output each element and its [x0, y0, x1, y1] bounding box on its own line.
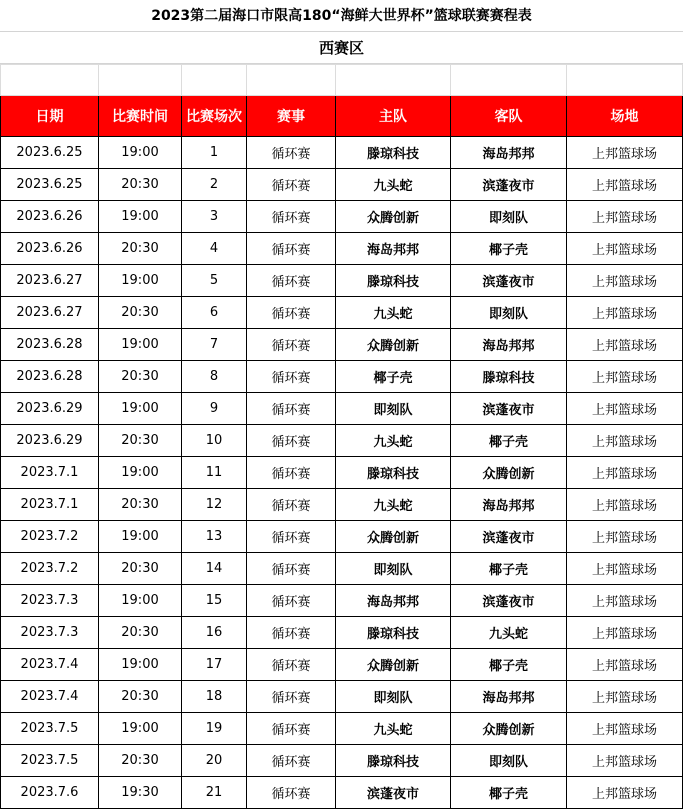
venue-cell[interactable]: 上邦篮球场 — [567, 457, 683, 489]
table-row — [1, 233, 683, 265]
game-date-cell[interactable]: 2023.7.5 — [1, 745, 99, 777]
away-team-cell[interactable]: 九头蛇 — [451, 617, 567, 649]
venue-cell[interactable]: 上邦篮球场 — [567, 585, 683, 617]
table-row — [1, 137, 683, 169]
home-team-cell[interactable]: 即刻队 — [336, 681, 451, 713]
game-date-cell[interactable]: 2023.7.2 — [1, 553, 99, 585]
venue-cell[interactable]: 上邦篮球场 — [567, 745, 683, 777]
game-date-cell[interactable]: 2023.6.26 — [1, 233, 99, 265]
event-type-cell[interactable]: 循环赛 — [247, 521, 336, 553]
away-team-cell[interactable]: 椰子壳 — [451, 649, 567, 681]
home-team-cell[interactable]: 椰子壳 — [336, 361, 451, 393]
venue-cell[interactable]: 上邦篮球场 — [567, 265, 683, 297]
event-type-cell[interactable]: 循环赛 — [247, 713, 336, 745]
game-date-cell[interactable]: 2023.7.1 — [1, 489, 99, 521]
game-time-cell[interactable]: 19:00 — [99, 457, 182, 489]
venue-cell[interactable]: 上邦篮球场 — [567, 361, 683, 393]
header-time[interactable]: 比赛时间 — [99, 96, 182, 137]
away-team-cell[interactable]: 海岛邦邦 — [451, 329, 567, 361]
venue-cell[interactable]: 上邦篮球场 — [567, 393, 683, 425]
table-row — [1, 713, 683, 745]
venue-cell[interactable]: 上邦篮球场 — [567, 425, 683, 457]
table-row — [1, 169, 683, 201]
game-time-cell[interactable]: 20:30 — [99, 617, 182, 649]
away-team-cell[interactable]: 椰子壳 — [451, 553, 567, 585]
home-team-cell[interactable]: 九头蛇 — [336, 425, 451, 457]
venue-cell[interactable]: 上邦篮球场 — [567, 201, 683, 233]
home-team-cell[interactable]: 九头蛇 — [336, 297, 451, 329]
game-date-cell[interactable]: 2023.7.2 — [1, 521, 99, 553]
table-row — [1, 425, 683, 457]
away-team-cell[interactable]: 滨蓬夜市 — [451, 265, 567, 297]
game-time-cell[interactable]: 20:30 — [99, 745, 182, 777]
game-time-cell[interactable]: 19:00 — [99, 137, 182, 169]
header-game-number[interactable]: 比赛场次 — [182, 96, 247, 137]
event-type-cell[interactable]: 循环赛 — [247, 649, 336, 681]
header-venue[interactable]: 场地 — [567, 96, 683, 137]
page-title: 2023第二届海口市限高180“海鲜大世界杯”篮球联赛赛程表 — [0, 0, 683, 32]
game-number-cell[interactable]: 18 — [182, 681, 247, 713]
blank-cell[interactable] — [451, 65, 567, 96]
header-row — [1, 96, 683, 137]
away-team-cell[interactable]: 滨蓬夜市 — [451, 393, 567, 425]
venue-cell[interactable]: 上邦篮球场 — [567, 521, 683, 553]
home-team-cell[interactable]: 滨蓬夜市 — [336, 777, 451, 809]
game-date-cell[interactable]: 2023.7.4 — [1, 681, 99, 713]
home-team-cell[interactable]: 九头蛇 — [336, 713, 451, 745]
game-date-cell[interactable]: 2023.7.3 — [1, 617, 99, 649]
game-number-cell[interactable]: 8 — [182, 361, 247, 393]
division-title: 西赛区 — [0, 32, 683, 64]
game-date-cell[interactable]: 2023.7.6 — [1, 777, 99, 809]
venue-cell[interactable]: 上邦篮球场 — [567, 713, 683, 745]
game-number-cell[interactable]: 19 — [182, 713, 247, 745]
game-number-cell[interactable]: 2 — [182, 169, 247, 201]
game-date-cell[interactable]: 2023.6.25 — [1, 137, 99, 169]
home-team-cell[interactable]: 滕琼科技 — [336, 745, 451, 777]
blank-cell[interactable] — [1, 65, 99, 96]
table-row — [1, 329, 683, 361]
home-team-cell[interactable]: 众腾创新 — [336, 329, 451, 361]
event-type-cell[interactable]: 循环赛 — [247, 329, 336, 361]
game-date-cell[interactable]: 2023.6.29 — [1, 425, 99, 457]
table-row — [1, 777, 683, 809]
game-time-cell[interactable]: 20:30 — [99, 681, 182, 713]
game-time-cell[interactable]: 20:30 — [99, 361, 182, 393]
blank-cell[interactable] — [567, 65, 683, 96]
table-row — [1, 265, 683, 297]
game-time-cell[interactable]: 20:30 — [99, 169, 182, 201]
table-row — [1, 617, 683, 649]
home-team-cell[interactable]: 众腾创新 — [336, 521, 451, 553]
event-type-cell[interactable]: 循环赛 — [247, 233, 336, 265]
game-time-cell[interactable]: 19:30 — [99, 777, 182, 809]
game-time-cell[interactable]: 19:00 — [99, 521, 182, 553]
home-team-cell[interactable]: 滕琼科技 — [336, 617, 451, 649]
event-type-cell[interactable]: 循环赛 — [247, 137, 336, 169]
game-date-cell[interactable]: 2023.7.4 — [1, 649, 99, 681]
game-time-cell[interactable]: 19:00 — [99, 201, 182, 233]
game-number-cell[interactable]: 16 — [182, 617, 247, 649]
table-row — [1, 585, 683, 617]
home-team-cell[interactable]: 即刻队 — [336, 553, 451, 585]
game-time-cell[interactable]: 20:30 — [99, 489, 182, 521]
game-time-cell[interactable]: 20:30 — [99, 553, 182, 585]
table-row — [1, 393, 683, 425]
game-time-cell[interactable]: 19:00 — [99, 329, 182, 361]
event-type-cell[interactable]: 循环赛 — [247, 297, 336, 329]
table-row — [1, 553, 683, 585]
home-team-cell[interactable]: 滕琼科技 — [336, 137, 451, 169]
venue-cell[interactable]: 上邦篮球场 — [567, 553, 683, 585]
away-team-cell[interactable]: 滨蓬夜市 — [451, 521, 567, 553]
table-row — [1, 489, 683, 521]
blank-row — [1, 65, 683, 96]
away-team-cell[interactable]: 海岛邦邦 — [451, 681, 567, 713]
away-team-cell[interactable]: 众腾创新 — [451, 457, 567, 489]
venue-cell[interactable]: 上邦篮球场 — [567, 777, 683, 809]
away-team-cell[interactable]: 滨蓬夜市 — [451, 169, 567, 201]
game-time-cell[interactable]: 19:00 — [99, 713, 182, 745]
game-number-cell[interactable]: 3 — [182, 201, 247, 233]
home-team-cell[interactable]: 滕琼科技 — [336, 265, 451, 297]
event-type-cell[interactable]: 循环赛 — [247, 265, 336, 297]
away-team-cell[interactable]: 即刻队 — [451, 297, 567, 329]
game-time-cell[interactable]: 19:00 — [99, 649, 182, 681]
home-team-cell[interactable]: 滕琼科技 — [336, 457, 451, 489]
home-team-cell[interactable]: 众腾创新 — [336, 649, 451, 681]
event-type-cell[interactable]: 循环赛 — [247, 169, 336, 201]
event-type-cell[interactable]: 循环赛 — [247, 617, 336, 649]
game-date-cell[interactable]: 2023.7.1 — [1, 457, 99, 489]
game-time-cell[interactable]: 19:00 — [99, 585, 182, 617]
game-number-cell[interactable]: 15 — [182, 585, 247, 617]
blank-cell[interactable] — [247, 65, 336, 96]
away-team-cell[interactable]: 滕琼科技 — [451, 361, 567, 393]
schedule-table — [0, 64, 683, 809]
table-row — [1, 649, 683, 681]
game-date-cell[interactable]: 2023.6.29 — [1, 393, 99, 425]
header-date[interactable]: 日期 — [1, 96, 99, 137]
away-team-cell[interactable]: 即刻队 — [451, 201, 567, 233]
game-number-cell[interactable]: 13 — [182, 521, 247, 553]
game-date-cell[interactable]: 2023.7.5 — [1, 713, 99, 745]
game-time-cell[interactable]: 20:30 — [99, 233, 182, 265]
event-type-cell[interactable]: 循环赛 — [247, 361, 336, 393]
blank-cell[interactable] — [99, 65, 182, 96]
away-team-cell[interactable]: 椰子壳 — [451, 777, 567, 809]
table-row — [1, 521, 683, 553]
table-row — [1, 297, 683, 329]
away-team-cell[interactable]: 海岛邦邦 — [451, 489, 567, 521]
game-number-cell[interactable]: 7 — [182, 329, 247, 361]
home-team-cell[interactable]: 九头蛇 — [336, 169, 451, 201]
home-team-cell[interactable]: 即刻队 — [336, 393, 451, 425]
game-date-cell[interactable]: 2023.6.28 — [1, 361, 99, 393]
event-type-cell[interactable]: 循环赛 — [247, 489, 336, 521]
game-number-cell[interactable]: 9 — [182, 393, 247, 425]
event-type-cell[interactable]: 循环赛 — [247, 553, 336, 585]
away-team-cell[interactable]: 滨蓬夜市 — [451, 585, 567, 617]
blank-cell[interactable] — [336, 65, 451, 96]
game-date-cell[interactable]: 2023.6.28 — [1, 329, 99, 361]
game-number-cell[interactable]: 5 — [182, 265, 247, 297]
table-row — [1, 681, 683, 713]
home-team-cell[interactable]: 海岛邦邦 — [336, 585, 451, 617]
game-number-cell[interactable]: 21 — [182, 777, 247, 809]
game-number-cell[interactable]: 10 — [182, 425, 247, 457]
game-number-cell[interactable]: 11 — [182, 457, 247, 489]
game-number-cell[interactable]: 20 — [182, 745, 247, 777]
venue-cell[interactable]: 上邦篮球场 — [567, 329, 683, 361]
event-type-cell[interactable]: 循环赛 — [247, 681, 336, 713]
away-team-cell[interactable]: 即刻队 — [451, 745, 567, 777]
game-number-cell[interactable]: 12 — [182, 489, 247, 521]
game-number-cell[interactable]: 14 — [182, 553, 247, 585]
event-type-cell[interactable]: 循环赛 — [247, 777, 336, 809]
game-date-cell[interactable]: 2023.6.26 — [1, 201, 99, 233]
venue-cell[interactable]: 上邦篮球场 — [567, 169, 683, 201]
home-team-cell[interactable]: 众腾创新 — [336, 201, 451, 233]
away-team-cell[interactable]: 海岛邦邦 — [451, 137, 567, 169]
venue-cell[interactable]: 上邦篮球场 — [567, 137, 683, 169]
venue-cell[interactable]: 上邦篮球场 — [567, 617, 683, 649]
game-date-cell[interactable]: 2023.7.3 — [1, 585, 99, 617]
table-row — [1, 745, 683, 777]
home-team-cell[interactable]: 九头蛇 — [336, 489, 451, 521]
game-date-cell[interactable]: 2023.6.27 — [1, 297, 99, 329]
game-time-cell[interactable]: 19:00 — [99, 265, 182, 297]
header-home-team[interactable]: 主队 — [336, 96, 451, 137]
event-type-cell[interactable]: 循环赛 — [247, 393, 336, 425]
venue-cell[interactable]: 上邦篮球场 — [567, 681, 683, 713]
blank-cell[interactable] — [182, 65, 247, 96]
venue-cell[interactable]: 上邦篮球场 — [567, 297, 683, 329]
header-event[interactable]: 赛事 — [247, 96, 336, 137]
table-row — [1, 361, 683, 393]
event-type-cell[interactable]: 循环赛 — [247, 201, 336, 233]
game-time-cell[interactable]: 20:30 — [99, 297, 182, 329]
game-date-cell[interactable]: 2023.6.27 — [1, 265, 99, 297]
table-row — [1, 201, 683, 233]
away-team-cell[interactable]: 椰子壳 — [451, 425, 567, 457]
header-away-team[interactable]: 客队 — [451, 96, 567, 137]
game-number-cell[interactable]: 17 — [182, 649, 247, 681]
game-number-cell[interactable]: 4 — [182, 233, 247, 265]
event-type-cell[interactable]: 循环赛 — [247, 585, 336, 617]
game-number-cell[interactable]: 1 — [182, 137, 247, 169]
home-team-cell[interactable]: 海岛邦邦 — [336, 233, 451, 265]
game-date-cell[interactable]: 2023.6.25 — [1, 169, 99, 201]
event-type-cell[interactable]: 循环赛 — [247, 457, 336, 489]
away-team-cell[interactable]: 众腾创新 — [451, 713, 567, 745]
event-type-cell[interactable]: 循环赛 — [247, 425, 336, 457]
venue-cell[interactable]: 上邦篮球场 — [567, 233, 683, 265]
venue-cell[interactable]: 上邦篮球场 — [567, 489, 683, 521]
table-row — [1, 457, 683, 489]
event-type-cell[interactable]: 循环赛 — [247, 745, 336, 777]
game-number-cell[interactable]: 6 — [182, 297, 247, 329]
game-time-cell[interactable]: 20:30 — [99, 425, 182, 457]
game-time-cell[interactable]: 19:00 — [99, 393, 182, 425]
venue-cell[interactable]: 上邦篮球场 — [567, 649, 683, 681]
away-team-cell[interactable]: 椰子壳 — [451, 233, 567, 265]
